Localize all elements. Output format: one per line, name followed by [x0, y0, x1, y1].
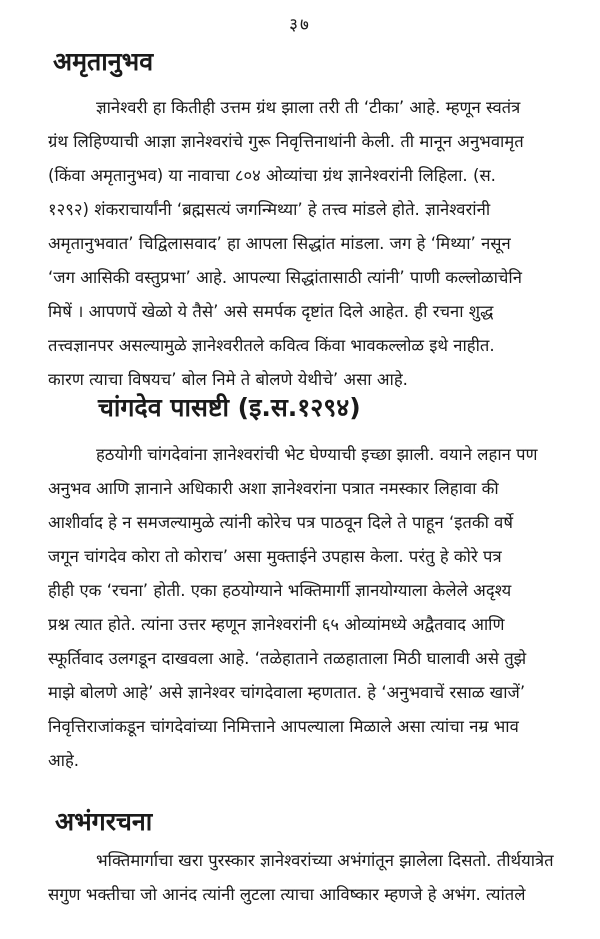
paragraph-line: हठयोगी चांगदेवांना ज्ञानेश्वरांची भेट घेण्याची इच्छा झाली. वयाने लहान पण: [96, 445, 538, 464]
paragraph-line: अमृतानुभवात’ चिद्विलासवाद’ हा आपला सिद्धांत मांडला. जग हे ‘मिथ्या’ नसून: [48, 234, 511, 253]
page-number: ३७: [289, 15, 311, 35]
section-heading-amritanubhav: अमृतानुभव: [53, 47, 154, 76]
paragraph-line: स्फूर्तिवाद उलगडून दाखवला आहे. ‘तळेहाताने तळहाताला मिठी घालावी असे तुझे: [48, 649, 527, 668]
paragraph-line: आहे.: [48, 751, 80, 770]
section-paragraph-abhangrachana: [48, 844, 562, 912]
paragraph-line: सगुण भक्तीचा जो आनंद त्यांनी लुटला त्याचा आविष्कार म्हणजे हे अभंग. त्यांतले: [48, 885, 526, 904]
section-paragraph-amritanubhav: [48, 91, 562, 397]
paragraph-line: (किंवा अमृतानुभव) या नावाचा ८०४ ओव्यांचा ग्रंथ ज्ञानेश्वरांनी लिहिला. (स.: [48, 166, 496, 185]
paragraph-line: हीही एक ‘रचना’ होती. एका हठयोग्याने भक्तिमार्गी ज्ञानयोग्याला केलेले अदृश्य: [48, 581, 512, 600]
paragraph-line: प्रश्न त्यात होते. त्यांना उत्तर म्हणून ज्ञानेश्वरांनी ६५ ओव्यांमध्ये अद्वैतवाद आणि: [48, 615, 505, 634]
paragraph-line: माझे बोलणे आहे’ असे ज्ञानेश्वर चांगदेवाला म्हणतात. हे ‘अनुभवाचें रसाळ खाजें’: [48, 683, 526, 702]
paragraph-line: निवृत्तिराजांकडून चांगदेवांच्या निमित्ताने आपल्याला मिळाले असा त्यांचा नम्र भाव: [48, 717, 519, 736]
paragraph-line: ज्ञानेश्वरी हा कितीही उत्तम ग्रंथ झाला तरी ती ‘टीका’ आहे. म्हणून स्वतंत्र: [96, 98, 521, 117]
paragraph-line: कारण त्याचा विषयच’ बोल निमे ते बोलणे येथीचे’ असा आहे.: [48, 370, 408, 389]
paragraph-line: ‘जग आसिकी वस्तुप्रभा’ आहे. आपल्या सिद्धांतासाठी त्यांनी’ पाणी कल्लोळाचेनि: [48, 268, 522, 287]
section-paragraph-changdev-pasashti: [48, 438, 562, 778]
paragraph-line: आशीर्वाद हे न समजल्यामुळे त्यांनी कोरेच पत्र पाठवून दिले ते पाहून ‘इतकी वर्षे: [48, 513, 513, 532]
paragraph-line: जगून चांगदेव कोरा तो कोराच’ असा मुक्ताईने उपहास केला. परंतु हे कोरे पत्र: [48, 547, 502, 566]
paragraph-line: अनुभव आणि ज्ञानाने अधिकारी अशा ज्ञानेश्वरांना पत्रात नमस्कार लिहावा की: [48, 479, 499, 498]
paragraph-line: ग्रंथ लिहिण्याची आज्ञा ज्ञानेश्वरांचे गुरू निवृत्तिनाथांनी केली. ती मानून अनुभवामृत: [48, 132, 524, 151]
paragraph-line: मिषें । आपणपें खेळो ये तैसे’ असे समर्पक दृष्टांत दिले आहेत. ही रचना शुद्ध: [48, 302, 494, 321]
paragraph-line: भक्तिमार्गाचा खरा पुरस्कार ज्ञानेश्वरांच्या अभंगांतून झालेला दिसतो. तीर्थयात्रेत: [96, 851, 554, 870]
section-heading-changdev-pasashti: चांगदेव पासष्टी (इ.स.१२९४): [98, 393, 361, 422]
paragraph-line: १२९२) शंकराचार्यांनी ‘ब्रह्मसत्यं जगन्मिथ्या’ हे तत्त्व मांडले होते. ज्ञानेश्वरांनी: [48, 200, 491, 219]
paragraph-line: तत्त्वज्ञानपर असल्यामुळे ज्ञानेश्वरीतले कवित्व किंवा भावकल्लोळ इथे नाहीत.: [48, 336, 495, 355]
section-heading-abhangrachana: अभंगरचना: [55, 807, 153, 836]
